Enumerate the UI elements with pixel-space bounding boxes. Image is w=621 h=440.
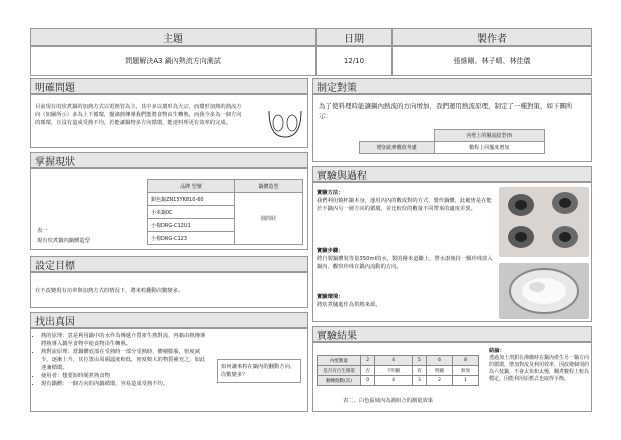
current-caption-a: 表一 <box>37 228 48 234</box>
author-label: 製作者 <box>392 28 592 46</box>
problem-text: 目前現有的炊煮鍋的加熱方式以電熱管為主，其中多以環形為大宗，而環形加熱的熱流方向（如圖所示）多為上下循環，盪滴熱傳導我們能將食物由生轉熟，而我今多為一個方向的循環，且沒有造成受熱不均，若能讓鍋物多方向循環，能達料理更有效率的完成。 <box>35 104 242 126</box>
experiment-steps-text: 將自製鍋體裝等量350ml的水，製的撥米道繼上，帶水滾後持一顆珍珠放入鍋內，觀察珍珠在鍋內流動的方向。 <box>317 256 493 270</box>
result-cell: 2 <box>427 376 453 386</box>
result-cell: 3 <box>412 376 426 386</box>
plan-box <box>312 94 592 162</box>
plan-title: 制定對策 <box>312 78 592 94</box>
result-cell: 無效 <box>453 366 479 376</box>
result-cell: 4 <box>375 376 413 386</box>
cause-title: 找出真因 <box>30 312 308 328</box>
experiment-method-title: 實驗方法： <box>317 190 344 196</box>
result-count: 2 <box>361 356 375 366</box>
cause-bullet: • 熱對流原理：當鍋體底部在受熱時一部分受熱時，體積膨脹，密度減少，逐漸上升，其位置由周圍溫度較低，密度較大的物質補充之，如此達兼循環。 <box>41 348 209 372</box>
pot-photo-grid <box>499 187 589 257</box>
experiment-env-title: 實驗環境： <box>317 294 344 300</box>
plan-row-label: 增加此參數值考慮 <box>360 142 435 154</box>
result-caption: 表二、白色區域內為測組合的測量效果 <box>343 398 434 404</box>
pot-molds-image <box>499 187 589 257</box>
problem-box <box>30 94 308 148</box>
cause-bullet: • 現有鍋體：一個方向的內鍋循環，容易造成受熱不均。 <box>41 380 209 388</box>
current-header-shape: 鍋體造型 <box>235 180 303 193</box>
current-row: 小米鍋0C <box>148 206 235 219</box>
cause-box <box>30 328 308 412</box>
target-text: 在不改變現有功率與加熱方式的情況下，將米粒翻動次數變多。 <box>35 288 184 294</box>
result-title: 實驗結果 <box>312 326 592 342</box>
current-row: 小棉DRG-C123 <box>148 232 235 245</box>
plan-text: 為了使料理時能讓鍋內熱流的方向增加，我們運用熱流原理，制定了一種對策，如下圖所示： <box>319 102 573 120</box>
authors-value: 張維剛、林子晴、林佳儀 <box>392 46 592 76</box>
target-box <box>30 272 308 308</box>
plan-table-header: 內壁上的擾流紋型(f) <box>434 130 545 142</box>
result-count: 4 <box>375 356 413 366</box>
result-table <box>317 355 479 386</box>
heat-flow-diagram <box>265 101 305 143</box>
pot-photo-boiling <box>499 263 589 319</box>
experiment-method-text: 我們利用燒杯鍋本身，運用內內的數成對的方式，製作鍋體，此範皆是在能於不鍋內另一層方向的循環，並比較炊的數量不同帶來的適度差異。 <box>317 198 492 212</box>
result-corner: 內壁數量 <box>318 356 361 366</box>
experiment-steps-title: 實驗步驟： <box>317 248 344 254</box>
problem-title: 明確問題 <box>30 78 308 94</box>
current-table <box>147 179 303 245</box>
result-cell: 否 <box>361 366 375 376</box>
date-label: 日期 <box>316 28 392 46</box>
experiment-env-text: 將炊煮爐進作為供熱來源。 <box>317 302 381 308</box>
target-title: 設定目標 <box>30 256 308 272</box>
result-conclusion: 透過加上剖鉗在沸騰時在鍋內產生另一鍋方向的循環，增加對流及利用效率，因改變個別的為六枝鍋，不會太快和太慢，翻煮數程上較為穩定，因能利用原舊式也取得平衡。 <box>489 355 590 382</box>
result-row1-label: 是否有自生循環 <box>318 366 361 376</box>
result-count: 8 <box>453 356 479 366</box>
date-value: 12/10 <box>316 46 392 76</box>
result-cell: 有 <box>412 366 426 376</box>
result-box <box>312 342 592 412</box>
theme-label: 主題 <box>30 28 316 46</box>
result-count: 5 <box>412 356 426 366</box>
result-cell: 0 <box>361 376 375 386</box>
cause-bullet: • 熱的原理：意是利用鍋中的水作為傳遞介質產生熱對流，再藉由熱傳導將熱導入鍋至食物中使食物由生轉熟。 <box>41 332 209 348</box>
result-cell: 明顯 <box>427 366 453 376</box>
plan-table <box>359 129 545 154</box>
current-box <box>30 168 308 250</box>
plan-table-corner <box>360 130 435 142</box>
result-cell: 1 <box>453 376 479 386</box>
theme-value: 問題解決A3 鍋內熱流方向測試 <box>30 46 316 76</box>
result-conclusion-title: 結論： <box>489 348 505 354</box>
cause-question: 如何讓米粒在鍋內的翻動方向、次數變多？ <box>217 359 301 383</box>
current-title: 掌握現狀 <box>30 152 308 168</box>
current-row: 小棉DRG-C12U1 <box>148 219 235 232</box>
result-cell: 不明顯 <box>375 366 413 376</box>
plan-row-value: 數程上回擺度增加 <box>434 142 545 154</box>
current-row: 銀色鍋ZN15YK810-60 <box>148 193 235 206</box>
pot-boiling-image <box>499 263 589 319</box>
current-shape-value: 圓筒狀 <box>235 193 303 245</box>
current-header-model: 品牌 型號 <box>148 180 235 193</box>
cause-list <box>33 332 209 388</box>
result-count: 6 <box>427 356 453 366</box>
experiment-box <box>312 182 592 322</box>
result-row2-label: 翻轉個數(次) <box>318 376 361 386</box>
cause-bullet: • 使用者：想要短時間煮熟食物 <box>41 372 209 380</box>
current-caption-b: 現有炊煮鍋內鍋體造型 <box>37 238 90 244</box>
experiment-title: 實驗與過程 <box>312 166 592 182</box>
